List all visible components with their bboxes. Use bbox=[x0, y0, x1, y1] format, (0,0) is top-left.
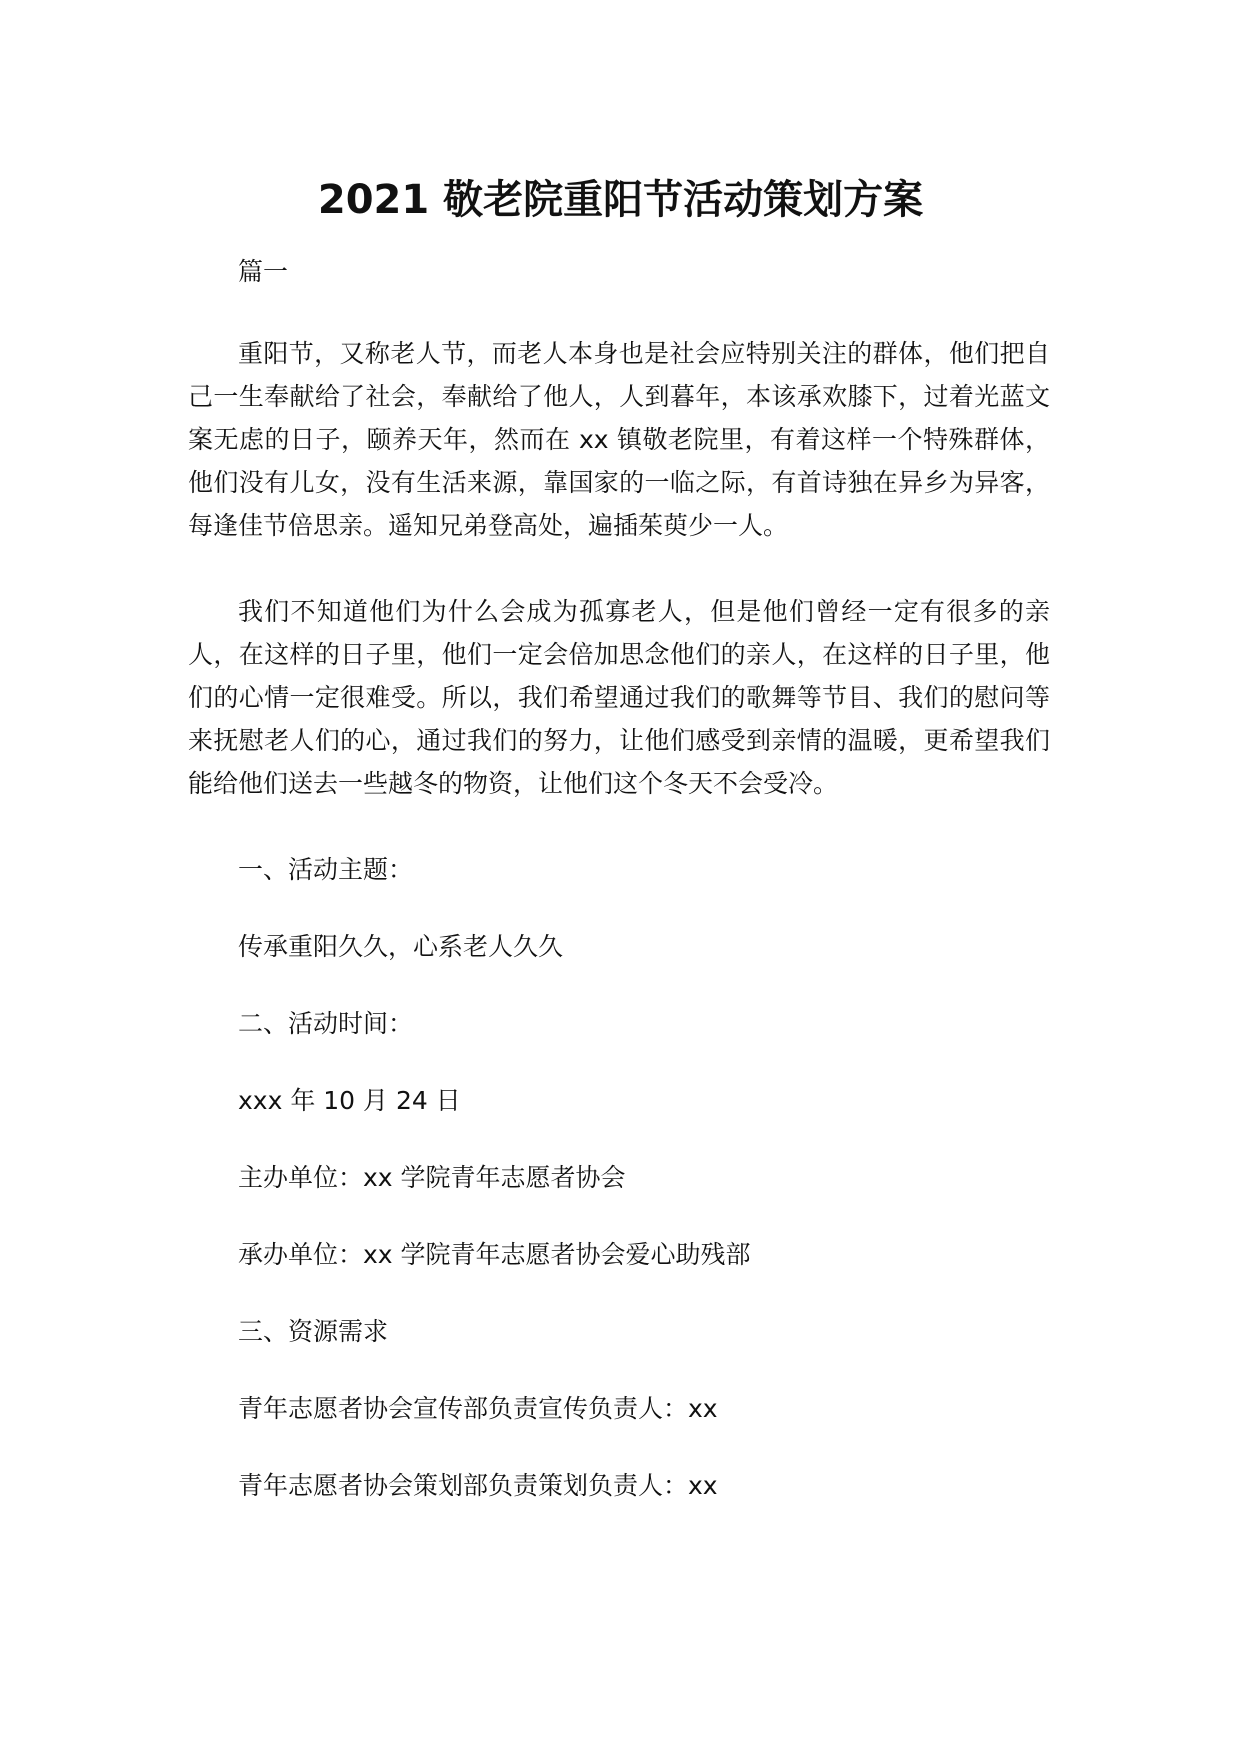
planning-responsible-line: 青年志愿者协会策划部负责策划负责人：xx bbox=[238, 1471, 718, 1500]
co-organizer-line: 承办单位：xx 学院青年志愿者协会爱心助残部 bbox=[238, 1240, 751, 1269]
activity-time-text: xxx 年 10 月 24 日 bbox=[238, 1086, 461, 1115]
organizer-line: 主办单位：xx 学院青年志愿者协会 bbox=[238, 1163, 626, 1192]
section-label: 篇一 bbox=[238, 257, 289, 286]
publicity-responsible-line: 青年志愿者协会宣传部负责宣传负责人：xx bbox=[238, 1394, 718, 1423]
paragraph-2: 我们不知道他们为什么会成为孤寡老人，但是他们曾经一定有很多的亲人，在这样的日子里，他们一定会倍加思念他们的亲人，在这样的日子里，他们的心情一定很难受。所以，我们希望通过我们的歌舞等节目、我们的慰问等来抚慰老人们的心，通过我们的努力，让他们感受到亲情的温暖，更希望我们能给他们送去一些越冬的物资，让他们这个冬天不会受冷。 bbox=[188, 597, 1050, 798]
document-title: 2021 敬老院重阳节活动策划方案 bbox=[317, 177, 924, 223]
activity-theme-text: 传承重阳久久，心系老人久久 bbox=[238, 932, 564, 961]
document-body bbox=[188, 250, 1050, 1507]
paragraph-1: 重阳节，又称老人节，而老人本身也是社会应特别关注的群体，他们把自己一生奉献给了社会，奉献给了他人，人到暮年，本该承欢膝下，过着光蓝文案无虑的日子，颐养天年，然而在 xx 镇敬老院里，有着这样一个特殊群体，他们没有儿女，没有生活来源，靠国家的一临之际，有首诗独在异乡为异客，每逢佳节倍思亲。遥知兄弟登高处，遍插茱萸少一人。 bbox=[188, 339, 1050, 540]
heading-activity-time: 二、活动时间： bbox=[238, 1009, 414, 1038]
heading-activity-theme: 一、活动主题： bbox=[238, 855, 414, 884]
heading-resource-needs: 三、资源需求 bbox=[238, 1317, 389, 1346]
